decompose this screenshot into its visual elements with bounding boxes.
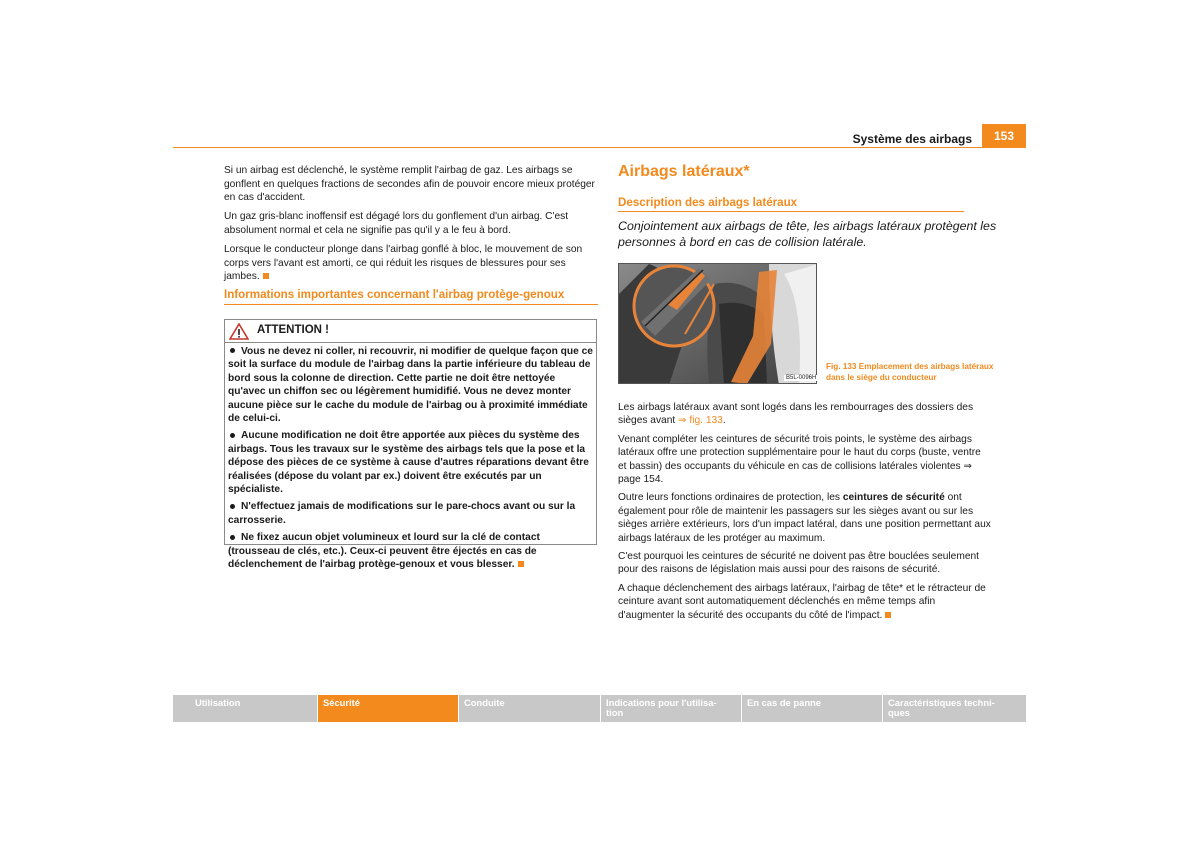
paragraph (618, 582, 992, 622)
paragraph: Venant compléter les ceintures de sécurité trois points, le système des airbags latéraux offre une protection supplémentaire pour le haut du corps (buste, ventre et bassin) des occupants du véhicule en cas de collisions latérales violentes ⇒ page 154. (618, 433, 981, 486)
warning-triangle-icon (229, 323, 249, 340)
warning-item (228, 345, 594, 425)
bullet-icon (230, 348, 235, 353)
paragraph-text: Les airbags latéraux avant sont logés dans les rembourrages des dossiers des sièges avant (618, 402, 974, 427)
end-of-section-marker (885, 612, 891, 618)
warning-item (228, 531, 594, 571)
warning-item-text: Vous ne devez ni coller, ni recouvrir, ni modifier de quelque façon que ce soit la surface du module de l'airbag dans la partie inférieure du tableau de bord sous la colonne de direction. Cette partie ne doit être nettoyée qu'avec un chiffon sec ou légèrement humidifié. Vous ne devez monter aucune pièce sur le cache du module de l'airbag ou à proximité immédiate de celui-ci. (228, 346, 593, 425)
page-title: Système des airbags (852, 132, 972, 146)
paragraph-text: Outre leurs fonctions ordinaires de protection, les (618, 492, 843, 504)
paragraph: C'est pourquoi les ceintures de sécurité ne doivent pas être bouclées seulement pour des raisons de législation mais aussi pour des raisons de sécurité. (618, 551, 979, 576)
seat-airbag-illustration (619, 264, 817, 384)
tab-securite[interactable]: Sécurité (318, 695, 458, 722)
end-of-section-marker (518, 561, 524, 567)
section-subheading: Description des airbags latéraux (618, 196, 964, 212)
figure-caption: Fig. 133 Emplacement des airbags latéraux dans le siège du conducteur (826, 362, 994, 382)
paragraph (224, 243, 598, 284)
warning-header (225, 320, 596, 343)
tab-conduite[interactable]: Conduite (459, 695, 600, 722)
bullet-icon (230, 433, 235, 438)
warning-item-text: Ne fixez aucun objet volumineux et lourd sur la clé de contact (trousseau de clés, etc.). Ceux-ci peuvent être éjectés en cas de déclenchement de l'airbag protège-genoux et vous blesser. (228, 532, 540, 571)
bold-term: ceintures de sécurité (842, 492, 945, 504)
warning-item-text: Aucune modification ne doit être apportée aux pièces du système des airbags. Tous les travaux sur le système des airbags tels que la pose et la dépose des pièces de ce système à cause d'autres réparations devant être réalisées (dépose du volant par ex.) doivent être exécutés par un spécialiste. (228, 430, 589, 496)
section-heading: Airbags latéraux* (618, 163, 750, 180)
page-number: 153 (982, 124, 1026, 148)
figure-code: B5L-0096H (786, 375, 817, 381)
paragraph: Si un airbag est déclenché, le système remplit l'airbag de gaz. Les airbags se gonflent en quelques fractions de secondes afin de pouvoir encore mieux protéger en cas d'accident. (224, 165, 595, 204)
warning-item (228, 500, 594, 527)
paragraph: Un gaz gris-blanc inoffensif est dégagé lors du gonflement d'un airbag. C'est absolument normal et cela ne signifie pas qu'il y a le feu à bord. (224, 211, 569, 236)
bullet-icon (230, 504, 235, 509)
right-column (618, 401, 992, 627)
tab-indications[interactable]: Indications pour l'utilisa- tion (601, 695, 741, 722)
end-of-section-marker (263, 273, 269, 279)
header-rule (173, 147, 1026, 148)
bullet-icon (230, 535, 235, 540)
warning-body (228, 345, 594, 576)
paragraph-text: ont également pour rôle de maintenir les passagers sur les sièges avant ou sur les sièges arrière extérieurs, lors d'un impact latéral, dans une position permettant aux airbags latéraux de les protéger au maximum. (618, 492, 991, 544)
warning-title: ATTENTION ! (257, 324, 329, 336)
left-column (224, 164, 598, 289)
paragraph (618, 401, 992, 428)
warning-box (224, 319, 597, 571)
intro-text: Conjointement aux airbags de tête, les airbags latéraux protègent les personnes à bord en cas de collision latérale. (618, 219, 997, 249)
figure-link[interactable]: ⇒ fig. 133 (678, 415, 723, 427)
paragraph-text: A chaque déclenchement des airbags latéraux, l'airbag de tête* et le rétracteur de ceinture avant sont automatiquement déclenchés en même temps afin d'augmenter la sécurité des occupants du côté de l'impact. (618, 582, 986, 621)
paragraph-text: Lorsque le conducteur plonge dans l'airbag gonflé à bloc, le mouvement de son corps vers l'avant est amorti, ce qui réduit les risques de blessures pour ses jambes. (224, 243, 583, 283)
warning-item-text: N'effectuez jamais de modifications sur le pare-chocs avant ou sur la carrosserie. (228, 501, 576, 526)
section-subheading: Informations importantes concernant l'airbag protège-genoux (224, 288, 598, 305)
tab-en-cas-de-panne[interactable]: En cas de panne (742, 695, 882, 722)
tab-caracteristiques[interactable]: Caractéristiques techni- ques (883, 695, 1026, 722)
figure-image (618, 263, 817, 384)
paragraph (618, 491, 992, 545)
tab-utilisation[interactable]: Utilisation (173, 695, 317, 722)
warning-item (228, 429, 594, 496)
paragraph-text: . (722, 415, 726, 427)
